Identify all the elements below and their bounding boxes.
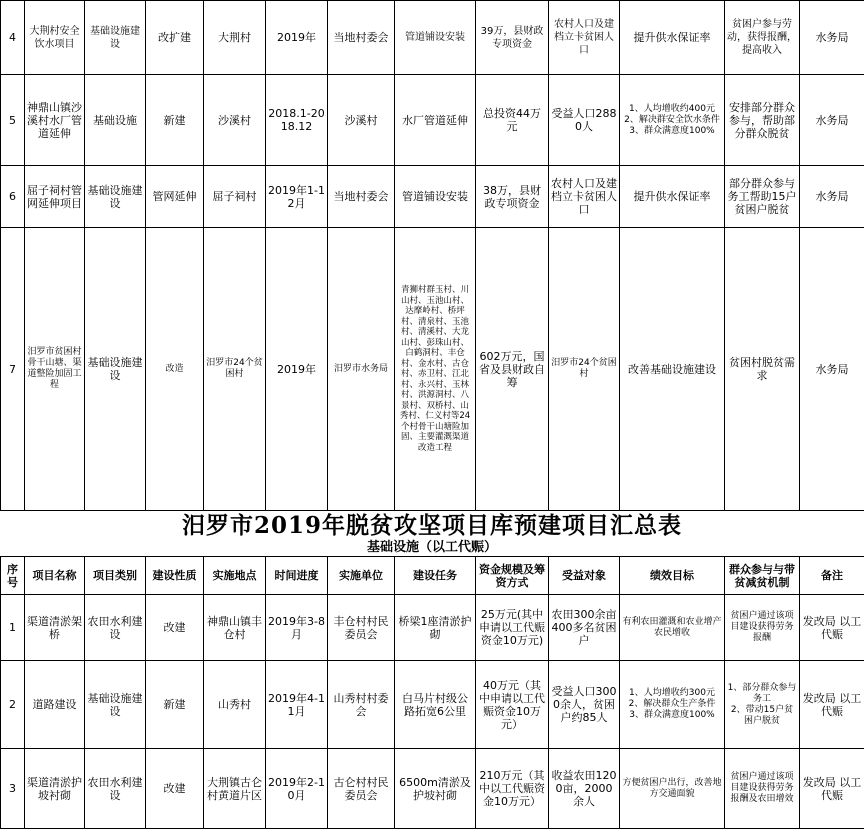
- table-cell: 备注: [800, 557, 864, 595]
- table-cell: 改建: [146, 595, 204, 661]
- table-cell: 山秀村村委会: [328, 661, 395, 749]
- table-cell: 贫困户通过该项目建设获得劳务报酬及农田增效: [725, 749, 800, 829]
- table-cell: 安排部分群众参与，帮助部分群众脱贫: [725, 75, 800, 166]
- table-cell: 大荆镇古仑村黄道片区: [204, 749, 266, 829]
- upper-header-row: [1, 1, 864, 75]
- table-cell: 1、部分群众参与务工 2、带动15户贫困户脱贫: [725, 661, 800, 749]
- table-cell: 大荆村: [204, 1, 266, 75]
- table-cell: 农田水利建设: [85, 749, 146, 829]
- table-cell: 改善基础设施建设: [620, 228, 725, 511]
- table-cell: 桥梁1座清淤护砌: [395, 595, 476, 661]
- table-cell: 基础设施建设: [85, 166, 146, 228]
- table-cell: 受益人口2880人: [549, 75, 620, 166]
- table-cell: 4: [1, 1, 25, 75]
- table-cell: 序号: [1, 557, 25, 595]
- table-row: [1, 75, 864, 166]
- table-cell: 实施地点: [204, 557, 266, 595]
- table-cell: 新建: [146, 661, 204, 749]
- table-cell: 时间进度: [266, 557, 328, 595]
- table-row: [1, 166, 864, 228]
- table-cell: 2019年: [266, 1, 328, 75]
- table-cell: 2018.1-2018.12: [266, 75, 328, 166]
- table-cell: 2019年3-8月: [266, 595, 328, 661]
- table-cell: 建设任务: [395, 557, 476, 595]
- table-cell: 白马片村级公路拓宽6公里: [395, 661, 476, 749]
- table-cell: 2019年2-10月: [266, 749, 328, 829]
- table-cell: 提升供水保证率: [620, 1, 725, 75]
- table-cell: 农村人口及建档立卡贫困人口: [549, 166, 620, 228]
- table-cell: 神鼎山镇丰仓村: [204, 595, 266, 661]
- table-cell: 屈子祠村管网延伸项目: [25, 166, 85, 228]
- table-cell: 3: [1, 749, 25, 829]
- table-cell: 2019年1-12月: [266, 166, 328, 228]
- table-cell: 古仑村村民委员会: [328, 749, 395, 829]
- table-row: [1, 749, 864, 829]
- table-cell: 5: [1, 75, 25, 166]
- table-cell: 山秀村: [204, 661, 266, 749]
- table-cell: 提升供水保证率: [620, 166, 725, 228]
- table-cell: 1、人均增收约400元 2、解决群安全饮水条件 3、群众满意度100%: [620, 75, 725, 166]
- table-cell: 40万元（其中申请以工代赈资金10万元）: [476, 661, 549, 749]
- table-cell: 39万，县财政专项资金: [476, 1, 549, 75]
- table-cell: 基础设施建设: [85, 228, 146, 511]
- table-cell: 发改局 以工代赈: [800, 595, 864, 661]
- table-cell: 资金规模及筹资方式: [476, 557, 549, 595]
- table-cell: 38万，县财政专项资金: [476, 166, 549, 228]
- table-cell: 神鼎山镇沙溪村水厂管道延伸: [25, 75, 85, 166]
- table-cell: 管道铺设安装: [395, 1, 476, 75]
- table-cell: 受益对象: [549, 557, 620, 595]
- table-cell: 基础设施: [85, 75, 146, 166]
- table-cell: 发改局 以工代赈: [800, 661, 864, 749]
- table-cell: 汨罗市24个贫困村: [549, 228, 620, 511]
- table-cell: 602万元，国省及县财政自筹: [476, 228, 549, 511]
- table-cell: 发改局 以工代赈: [800, 749, 864, 829]
- table-cell: 沙溪村: [328, 75, 395, 166]
- table-row: [1, 228, 864, 511]
- table-cell: 改造: [146, 228, 204, 511]
- table-cell: 沙溪村: [204, 75, 266, 166]
- table-cell: 青狮村群玉村、川山村、玉池山村、达摩岭村、桥坪村、清泉村、玉池村、清溪村、大龙山村、彭珠山村、白鹤洞村、丰仓村、金水村、古仓村、赤卫村、江北村、永兴村、玉林村、洪源洞村、八景村、双桥村、山秀村、仁义村等24个村骨干山塘险加固、主要灌溉渠道改造工程: [395, 228, 476, 511]
- table-cell: 农田300余亩400多名贫困户: [549, 595, 620, 661]
- table-cell: 汨罗市水务局: [328, 228, 395, 511]
- table-cell: 改建: [146, 749, 204, 829]
- lower-header-row: [1, 557, 864, 595]
- table-cell: 水务局: [800, 75, 864, 166]
- table-cell: 贫困村脱贫需求: [725, 228, 800, 511]
- table-cell: 部分群众参与务工帮助15户贫困户脱贫: [725, 166, 800, 228]
- table-cell: 受益人口3000余人，贫困户约85人: [549, 661, 620, 749]
- table-cell: 6500m清淤及护坡衬砌: [395, 749, 476, 829]
- table-cell: 管网延伸: [146, 166, 204, 228]
- table-cell: 农村人口及建档立卡贫困人口: [549, 1, 620, 75]
- table-cell: 项目名称: [25, 557, 85, 595]
- table-cell: 水务局: [800, 228, 864, 511]
- table-cell: 贫困户通过该项目建设获得劳务报酬: [725, 595, 800, 661]
- table-cell: 水务局: [800, 166, 864, 228]
- table-cell: 总投资44万元: [476, 75, 549, 166]
- table-cell: 25万元(其中申请以工代赈资金10万元): [476, 595, 549, 661]
- page-title: 汨罗市2019年脱贫攻坚项目库预建项目汇总表: [0, 511, 864, 541]
- table-cell: 2019年4-11月: [266, 661, 328, 749]
- table-cell: 渠道清淤护坡衬砌: [25, 749, 85, 829]
- table-cell: 6: [1, 166, 25, 228]
- table-cell: 汨罗市24个贫困村: [204, 228, 266, 511]
- table-cell: 2019年: [266, 228, 328, 511]
- table-cell: 基础设施建设: [85, 1, 146, 75]
- table-cell: 1、人均增收约300元 2、解决群众生产条件 3、群众满意度100%: [620, 661, 725, 749]
- table-cell: 道路建设: [25, 661, 85, 749]
- table-cell: 贫困户参与劳动，获得报酬，提高收入: [725, 1, 800, 75]
- table-cell: 丰仓村村民委员会: [328, 595, 395, 661]
- table-cell: 新建: [146, 75, 204, 166]
- table-cell: 1: [1, 595, 25, 661]
- table-cell: 有利农田灌溉和农业增产农民增收: [620, 595, 725, 661]
- table-row: [1, 661, 864, 749]
- table-cell: 农田水利建设: [85, 595, 146, 661]
- table-cell: 2: [1, 661, 25, 749]
- table-cell: 汨罗市贫困村骨干山塘、渠道整险加固工程: [25, 228, 85, 511]
- section-title: 基础设施（以工代赈）: [0, 540, 864, 556]
- table-cell: 管道铺设安装: [395, 166, 476, 228]
- table-cell: 当地村委会: [328, 1, 395, 75]
- lower-table: [0, 556, 864, 829]
- table-cell: 建设性质: [146, 557, 204, 595]
- table-cell: 绩效目标: [620, 557, 725, 595]
- table-cell: 水厂管道延伸: [395, 75, 476, 166]
- table-row: [1, 595, 864, 661]
- table-cell: 方便贫困户出行，改善地方交通面貌: [620, 749, 725, 829]
- table-cell: 水务局: [800, 1, 864, 75]
- table-cell: 屈子祠村: [204, 166, 266, 228]
- table-cell: 改扩建: [146, 1, 204, 75]
- table-cell: 当地村委会: [328, 166, 395, 228]
- table-cell: 基础设施建设: [85, 661, 146, 749]
- table-cell: 大荆村安全饮水项目: [25, 1, 85, 75]
- table-cell: 项目类别: [85, 557, 146, 595]
- table-cell: 收益农田1200亩，2000余人: [549, 749, 620, 829]
- table-cell: 210万元（其中以工代赈资金10万元）: [476, 749, 549, 829]
- table-cell: 实施单位: [328, 557, 395, 595]
- table-cell: 7: [1, 228, 25, 511]
- table-cell: 渠道清淤架桥: [25, 595, 85, 661]
- table-cell: 群众参与与带贫减贫机制: [725, 557, 800, 595]
